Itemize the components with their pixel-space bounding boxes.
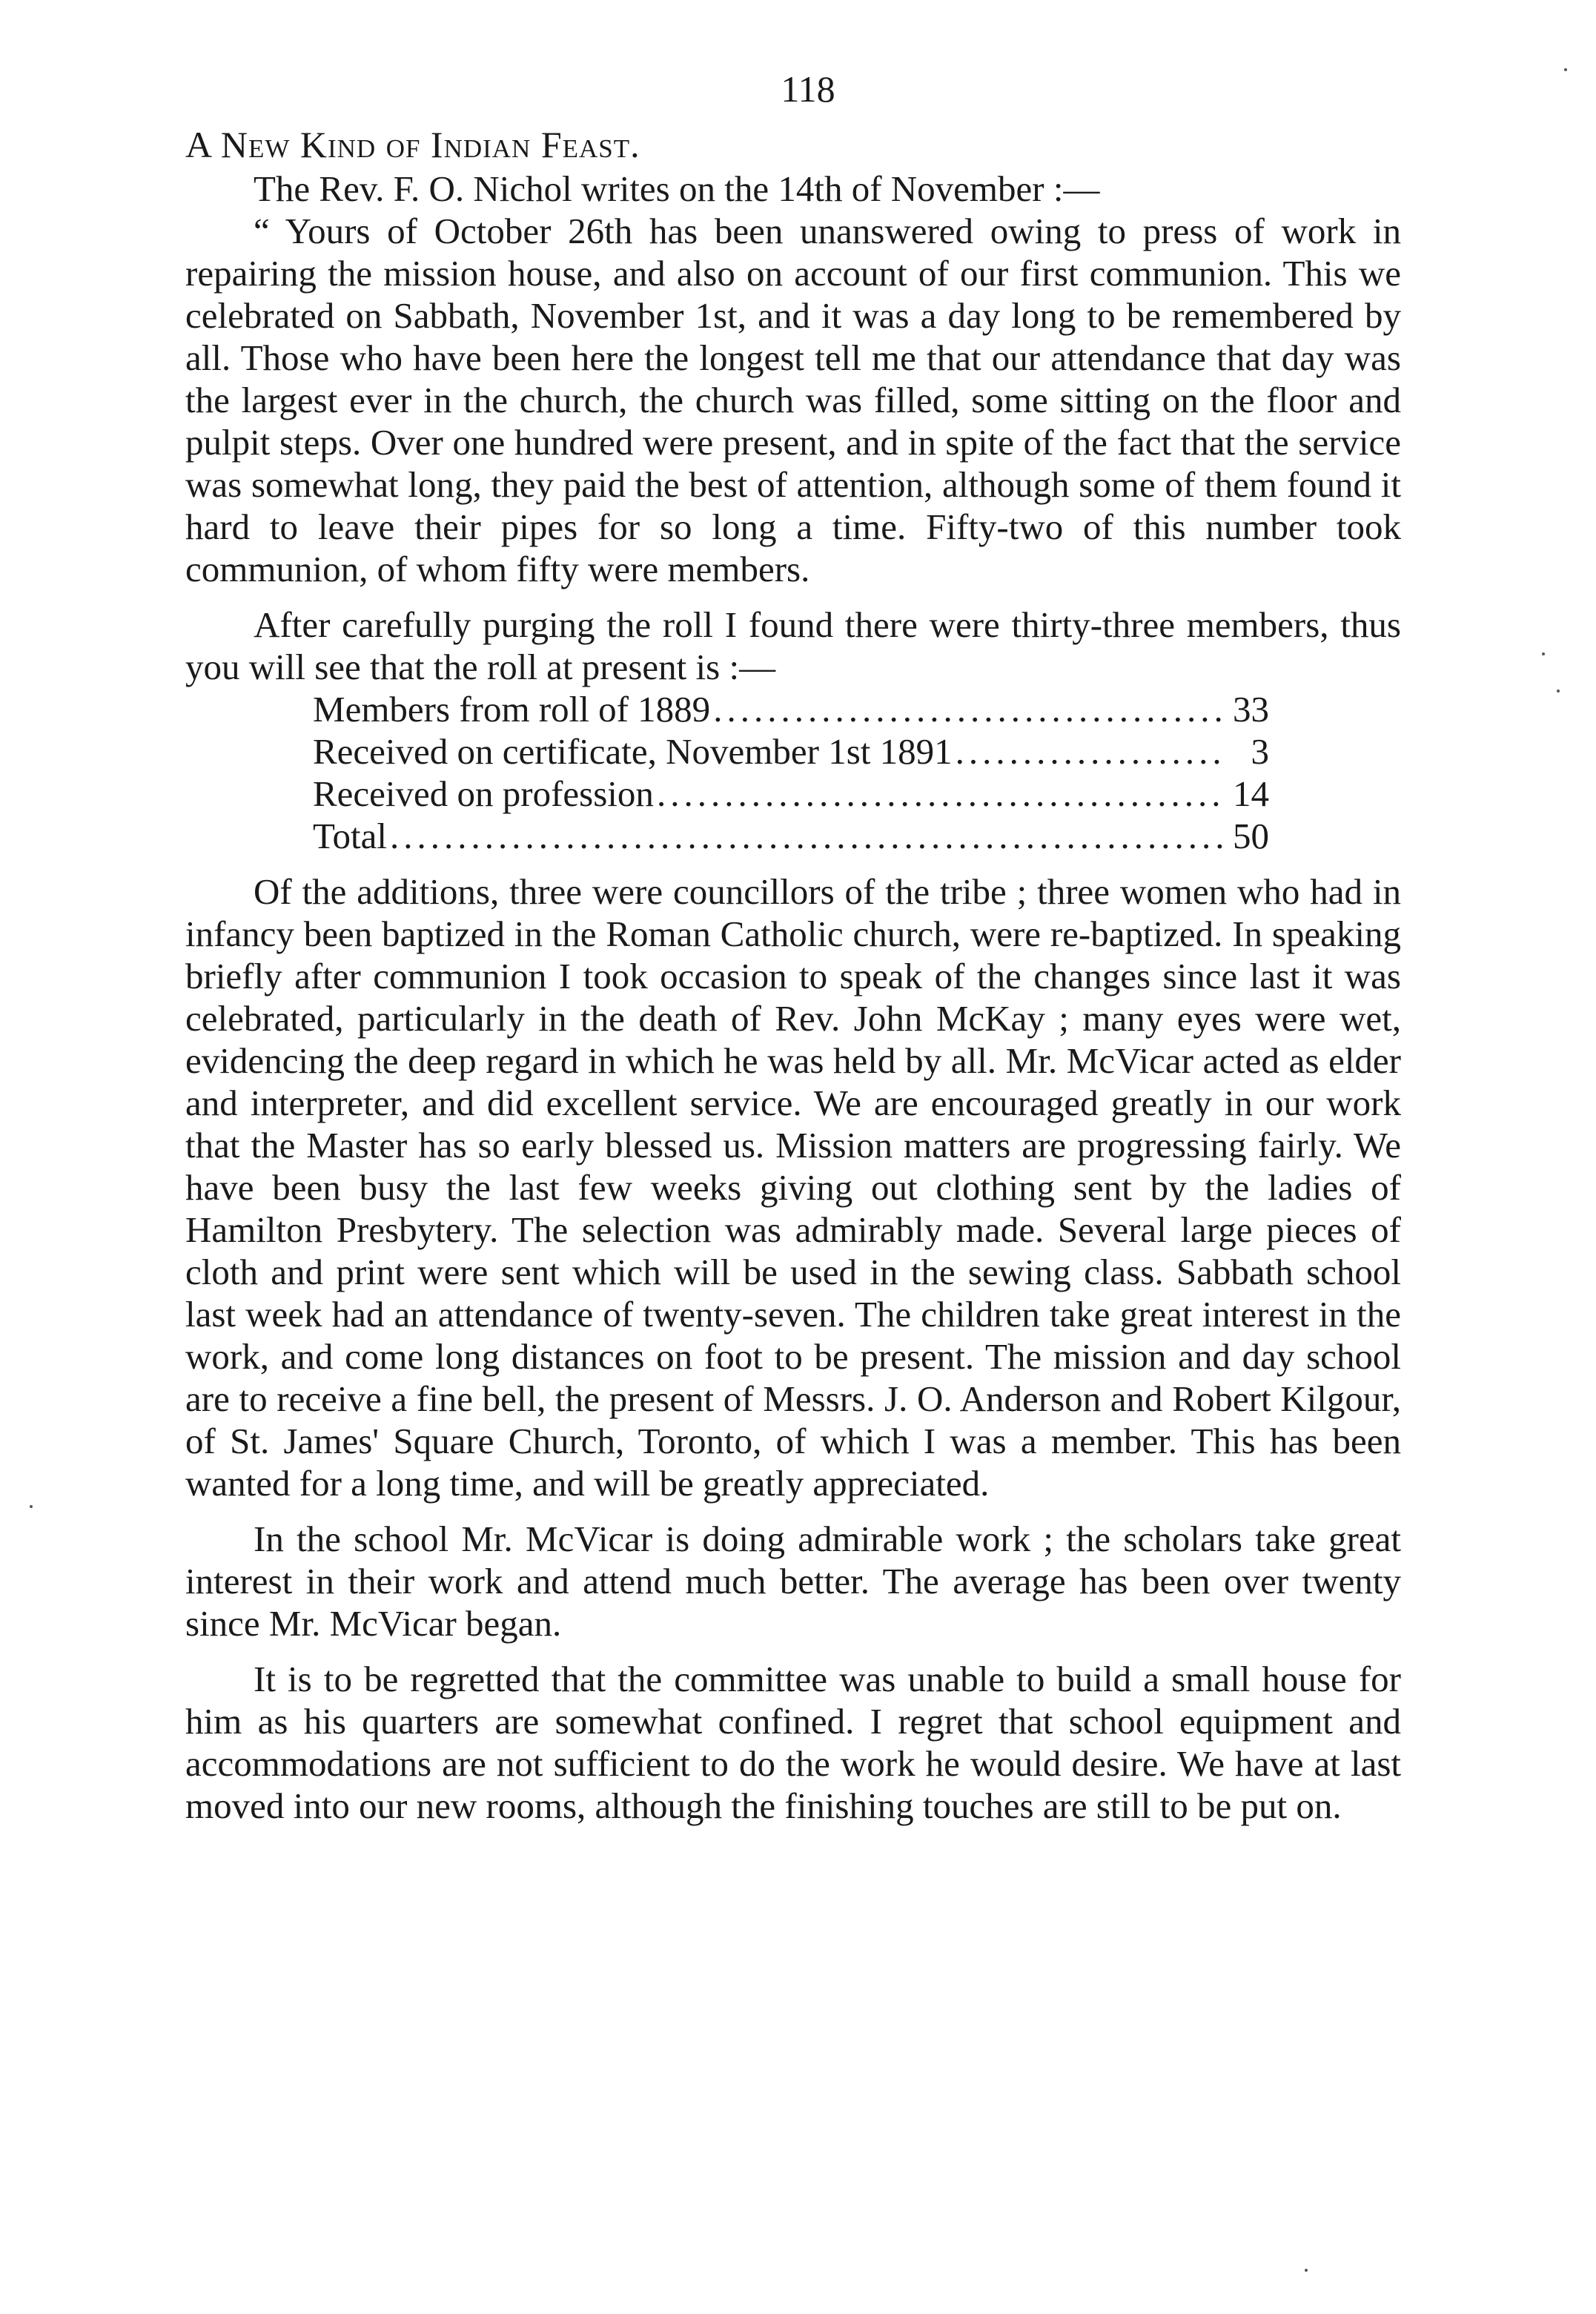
roll-value: 33 <box>1233 689 1269 730</box>
additions-paragraph: Of the additions, three were councillors of the tribe ; three women who had in infancy been baptized in the Roman Catholic church, were re-baptized. In speaking briefly after communion I took occasion to speak of the changes since last it was celebrated, particularly in the death of Rev. John McKay ; many eyes were wet, evidencing the deep regard in which he was held by all. Mr. McVicar acted as elder and interpreter, and did excellent service. We are encouraged greatly in our work that the Master has so early blessed us. Mission matters are progressing fairly. We have been busy the last few weeks giving out clothing sent by the ladies of Hamilton Presbytery. The selection was admirably made. Several large pieces of cloth and print were sent which will be used in the sewing class. Sabbath school last week had an attendance of twenty-seven. The children take great interest in the work, and come long distances on foot to be present. The mission and day school are to receive a fine bell, the present of Messrs. J. O. Anderson and Robert Kilgour, of St. James' Square Church, Toronto, of which I was a member. This has been wanted for a long time, and will be greatly appreciated. <box>185 871 1401 1504</box>
roll-total-row <box>313 815 1269 857</box>
leader-dots <box>654 773 1225 815</box>
membership-roll <box>313 688 1269 857</box>
document-page <box>185 67 1401 1827</box>
letter-paragraph: “ Yours of October 26th has been unanswered owing to press of work in repairing the mission house, and also on account of our first communion. This we celebrated on Sabbath, November 1st, and it was a day long to be remembered by all. Those who have been here the longest tell me that our attendance that day was the largest ever in the church, the church was filled, some sitting on the floor and pulpit steps. Over one hundred were present, and in spite of the fact that the service was somewhat long, they paid the best of attention, although some of them found it hard to leave their pipes for so long a time. Fifty-two of this number took communion, of whom fifty were members. <box>185 211 1401 589</box>
roll-label: Received on profession <box>313 773 654 814</box>
roll-row <box>313 773 1269 815</box>
scan-speck <box>1542 652 1545 655</box>
roll-value: 14 <box>1233 773 1269 814</box>
roll-value: 50 <box>1233 816 1269 856</box>
roll-intro-paragraph: After carefully purging the roll I found there were thirty-three members, thus you will see that the roll at present is :— <box>185 604 1401 687</box>
leader-dots <box>953 730 1225 773</box>
scan-speck <box>30 1505 33 1508</box>
scan-speck <box>1305 2269 1308 2272</box>
scan-speck <box>1557 690 1560 692</box>
roll-row <box>313 688 1269 730</box>
closing-paragraph: It is to be regretted that the committee was unable to build a small house for him as his quarters are somewhat confined. I regret that school equipment and accommodations are not sufficient to do the work he would desire. We have at last moved into our new rooms, although the finishing touches are still to be put on. <box>185 1659 1401 1826</box>
leader-dots <box>710 688 1225 730</box>
roll-row <box>313 730 1269 773</box>
roll-label: Received on certificate, November 1st 1891 <box>313 731 953 772</box>
leader-dots <box>387 815 1225 857</box>
roll-value: 3 <box>1251 731 1269 772</box>
school-paragraph: In the school Mr. McVicar is doing admirable work ; the scholars take great interest in their work and attend much better. The average has been over twenty since Mr. McVicar began. <box>185 1518 1401 1644</box>
page-number: 118 <box>781 68 835 110</box>
article-heading: A New Kind of Indian Feast. <box>185 124 640 165</box>
intro-paragraph: The Rev. F. O. Nichol writes on the 14th of November :— <box>254 168 1100 209</box>
roll-label: Total <box>313 816 387 856</box>
scan-speck <box>1564 68 1567 71</box>
roll-label: Members from roll of 1889 <box>313 689 711 730</box>
